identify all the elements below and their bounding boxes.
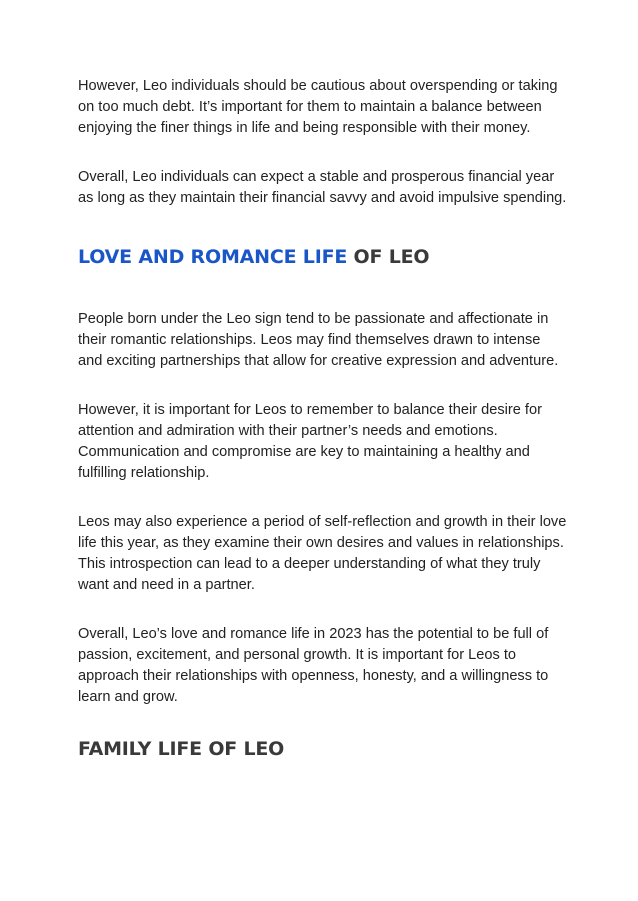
heading-love-and-romance bbox=[78, 245, 578, 269]
paragraph-financial-outlook: Overall, Leo individuals can expect a stable and prosperous financial year as long as they maintain their financial savvy and avoid impulsive spending. bbox=[78, 169, 567, 206]
paragraph-balance-desire: However, it is important for Leos to remember to balance their desire for attention and admiration with their partner’s needs and emotions. Communication and compromise are key to maintaining a healthy and fulfilling relationship. bbox=[78, 402, 542, 481]
paragraph-passionate-relationships: People born under the Leo sign tend to be passionate and affectionate in their romantic relationships. Leos may find themselves drawn to intense and exciting partnerships that allow for creative expression and adventure. bbox=[78, 311, 559, 369]
heading-family-life: FAMILY LIFE OF LEO bbox=[78, 738, 285, 760]
paragraph-self-reflection: Leos may also experience a period of self-reflection and growth in their love life this year, as they examine their own desires and values in relationships. This introspection can lead to a deeper understanding of what they truly want and need in a partner. bbox=[78, 514, 567, 593]
paragraph-love-outlook: Overall, Leo’s love and romance life in 2023 has the potential to be full of passion, excitement, and personal growth. It is important for Leos to approach their relationships with openness, honesty, and a willingness to learn and grow. bbox=[78, 626, 549, 705]
paragraph-debt-caution: However, Leo individuals should be cautious about overspending or taking on too much debt. It’s important for them to maintain a balance between enjoying the finer things in life and being responsible with their money. bbox=[78, 78, 558, 136]
love-and-romance-link[interactable]: LOVE AND ROMANCE LIFE bbox=[78, 246, 348, 268]
heading-love-suffix: OF LEO bbox=[347, 246, 430, 268]
